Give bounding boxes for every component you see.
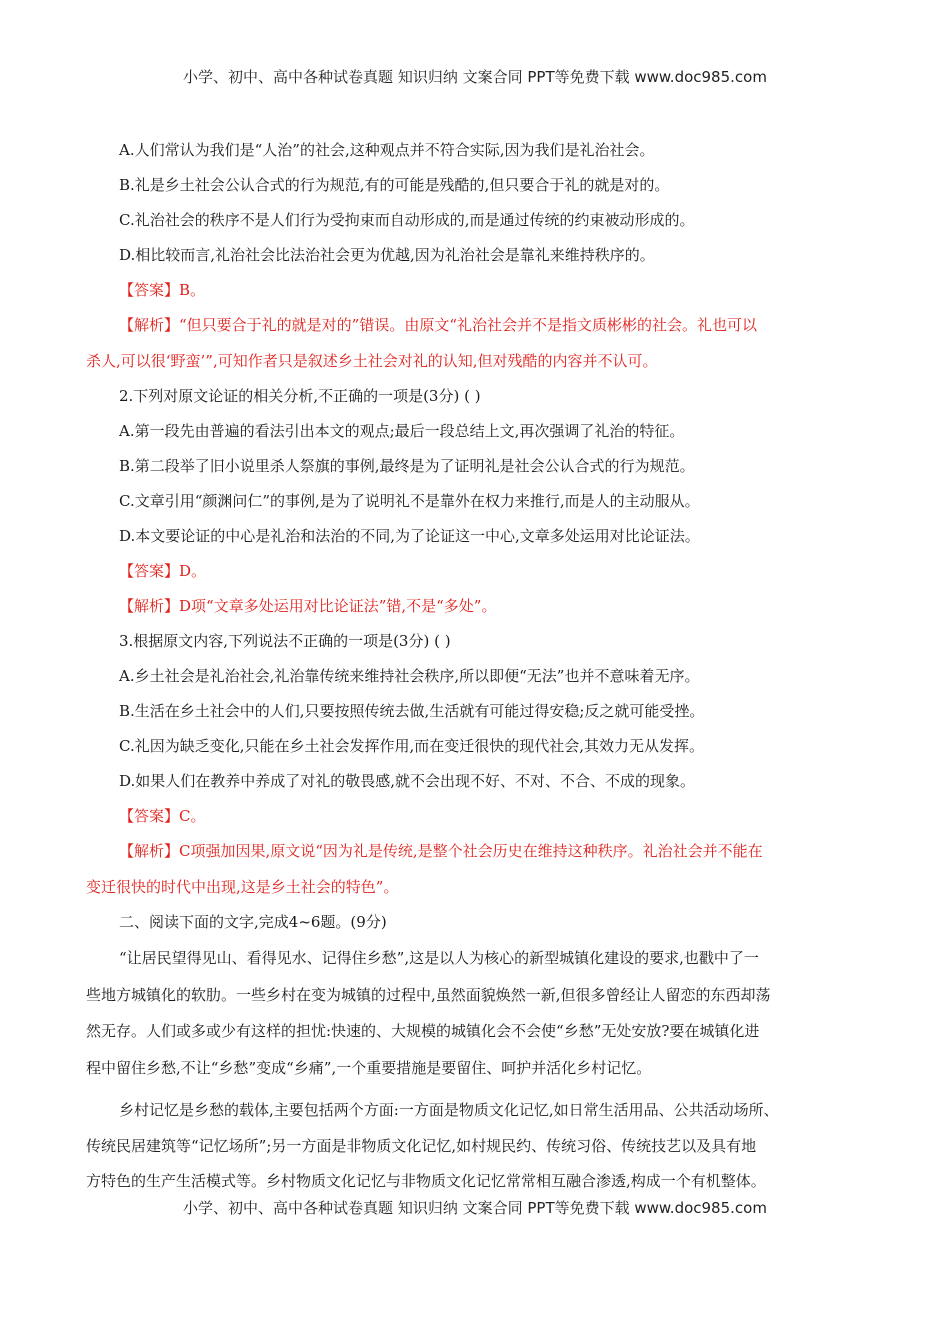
q2-analysis: 【解析】D项“文章多处运用对比论证法”错,不是“多处”。: [119, 597, 497, 615]
q2-stem: 2.下列对原文论证的相关分析,不正确的一项是(3分) ( ): [119, 387, 481, 405]
page-footer: 小学、初中、高中各种试卷真题 知识归纳 文案合同 PPT等免费下载 www.doc985.com: [183, 1199, 767, 1217]
page-header: 小学、初中、高中各种试卷真题 知识归纳 文案合同 PPT等免费下载 www.doc985.com: [183, 68, 767, 86]
q2-answer: 【答案】D。: [119, 562, 207, 580]
q3-option-a: A.乡土社会是礼治社会,礼治靠传统来维持社会秩序,所以即便“无法”也并不意味着无序。: [119, 667, 700, 685]
q1-option-c: C.礼治社会的秩序不是人们行为受拘束而自动形成的,而是通过传统的约束被动形成的。: [119, 211, 695, 229]
q2-option-b: B.第二段举了旧小说里杀人祭旗的事例,最终是为了证明礼是社会公认合式的行为规范。: [119, 457, 695, 475]
q3-option-d: D.如果人们在教养中养成了对礼的敬畏感,就不会出现不好、不对、不合、不成的现象。: [119, 772, 696, 790]
q3-stem: 3.根据原文内容,下列说法不正确的一项是(3分) ( ): [119, 632, 451, 650]
q3-answer: 【答案】C。: [119, 807, 206, 825]
q3-option-b: B.生活在乡土社会中的人们,只要按照传统去做,生活就有可能过得安稳;反之就可能受挫。: [119, 702, 705, 720]
section2-para1-line-2: 些地方城镇化的软肋。一些乡村在变为城镇的过程中,虽然面貌焕然一新,但很多曾经让人留恋的东西却荡: [86, 986, 771, 1004]
section2-para1-line-4: 程中留住乡愁,不让“乡愁”变成“乡痛”,一个重要措施是要留住、呵护并活化乡村记忆。: [86, 1059, 652, 1077]
q3-option-c: C.礼因为缺乏变化,只能在乡土社会发挥作用,而在变迁很快的现代社会,其效力无从发挥。: [119, 737, 705, 755]
q3-analysis-line-2: 变迁很快的时代中出现,这是乡土社会的特色”。: [86, 878, 399, 896]
q2-option-d: D.本文要论证的中心是礼治和法治的不同,为了论证这一中心,文章多处运用对比论证法。: [119, 527, 700, 545]
section2-para2-line-3: 方特色的生产生活模式等。乡村物质文化记忆与非物质文化记忆常常相互融合渗透,构成一个有机整体。: [86, 1172, 766, 1190]
section2-para2-line-2: 传统民居建筑等“记忆场所”;另一方面是非物质文化记忆,如村规民约、传统习俗、传统技艺以及具有地: [86, 1137, 757, 1155]
q1-analysis-line-1: 【解析】“但只要合于礼的就是对的”错误。由原文“礼治社会并不是指文质彬彬的社会。礼也可以: [119, 316, 758, 334]
section2-para1-line-1: “让居民望得见山、看得见水、记得住乡愁”,这是以人为核心的新型城镇化建设的要求,也戳中了一: [119, 949, 759, 967]
q1-analysis-line-2: 杀人,可以很‘野蛮’”,可知作者只是叙述乡土社会对礼的认知,但对残酷的内容并不认可。: [86, 352, 658, 370]
q1-option-d: D.相比较而言,礼治社会比法治社会更为优越,因为礼治社会是靠礼来维持秩序的。: [119, 246, 655, 264]
q1-option-a: A.人们常认为我们是“人治”的社会,这种观点并不符合实际,因为我们是礼治社会。: [119, 141, 655, 159]
q3-analysis-line-1: 【解析】C项强加因果,原文说“因为礼是传统,是整个社会历史在维持这种秩序。礼治社会并不能在: [119, 842, 763, 860]
section2-para2-line-1: 乡村记忆是乡愁的载体,主要包括两个方面:一方面是物质文化记忆,如日常生活用品、公共活动场所、: [119, 1101, 779, 1119]
q2-option-c: C.文章引用“颜渊问仁”的事例,是为了说明礼不是靠外在权力来推行,而是人的主动服从。: [119, 492, 700, 510]
section2-para1-line-3: 然无存。人们或多或少有这样的担忧:快速的、大规模的城镇化会不会使“乡愁”无处安放?要在城镇化进: [86, 1022, 760, 1040]
section2-heading: 二、阅读下面的文字,完成4~6题。(9分): [119, 913, 387, 931]
q2-option-a: A.第一段先由普遍的看法引出本文的观点;最后一段总结上文,再次强调了礼治的特征。: [119, 422, 685, 440]
q1-answer: 【答案】B。: [119, 281, 206, 299]
q1-option-b: B.礼是乡土社会公认合式的行为规范,有的可能是残酷的,但只要合于礼的就是对的。: [119, 176, 670, 194]
